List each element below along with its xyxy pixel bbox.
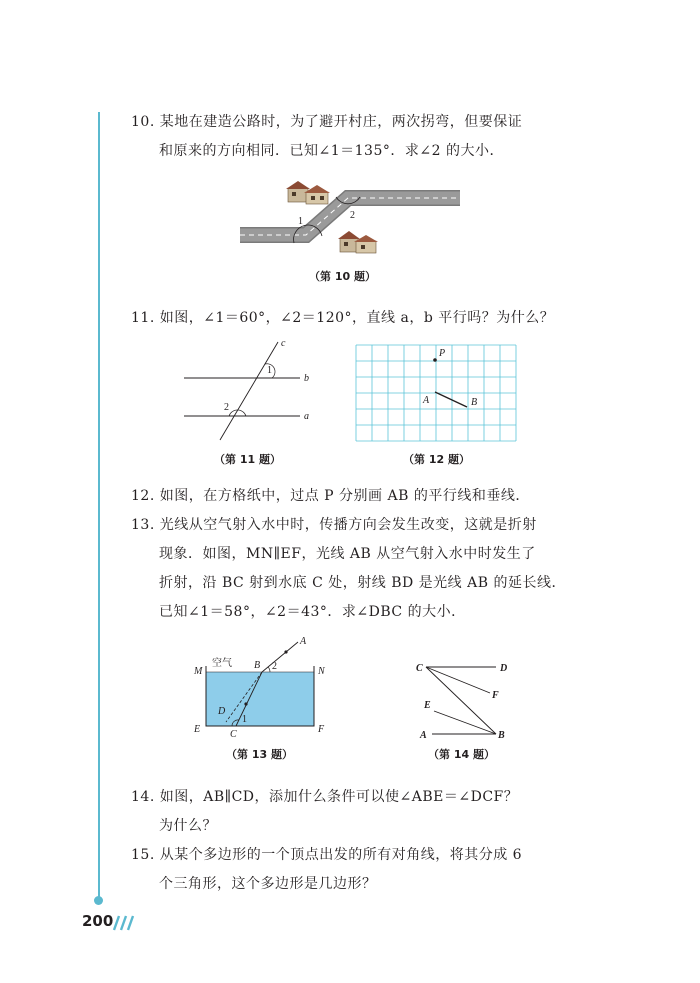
- fig13-angle-2: 2: [272, 661, 277, 672]
- fig13-water: [206, 672, 314, 726]
- fig13-label-e: E: [194, 724, 201, 735]
- problem-14-line-1: 14. 如图，AB∥CD，添加什么条件可以使∠ABE＝∠DCF？: [131, 789, 519, 805]
- problem-15-line-1: 15. 从某个多边形的一个顶点出发的所有对角线，将其分成 6: [131, 847, 523, 863]
- fig14-label-a: A: [420, 730, 427, 741]
- caption-fig-12: （第 12 题）: [403, 453, 470, 466]
- figure-12-grid: [355, 344, 517, 444]
- figure-14-lines: [412, 656, 524, 742]
- fig13-label-air: 空气: [212, 658, 232, 669]
- figure-10-road: [236, 180, 464, 260]
- problem-13-line-2: 现象．如图，MN∥EF，光线 AB 从空气射入水中时发生了: [159, 546, 536, 562]
- fig13-angle-1: 1: [242, 714, 247, 725]
- caption-fig-11: （第 11 题）: [214, 453, 281, 466]
- fig11-label-b: b: [304, 373, 309, 384]
- problem-15-line-2: 个三角形，这个多边形是几边形？: [159, 876, 377, 892]
- problem-13-line-1: 13. 光线从空气射入水中时，传播方向会发生改变，这就是折射: [131, 517, 537, 533]
- caption-fig-10: （第 10 题）: [309, 270, 376, 283]
- problem-11-line-1: 11. 如图，∠1＝60°，∠2＝120°，直线 a，b 平行吗？为什么？: [131, 310, 555, 326]
- fig14-label-d: D: [500, 663, 508, 674]
- fig11-angle-2: 2: [224, 402, 229, 413]
- fig11-label-a: a: [304, 411, 309, 422]
- fig14-label-c: C: [416, 663, 423, 674]
- problem-10-line-1: 10. 某地在建造公路时，为了避开村庄，两次拐弯，但要保证: [131, 114, 523, 130]
- fig12-point-p: [433, 358, 437, 362]
- fig13-label-d: D: [218, 706, 226, 717]
- fig12-segment-ab: [435, 392, 467, 407]
- fig14-label-e: E: [424, 700, 431, 711]
- margin-line: [98, 112, 100, 900]
- caption-fig-13: （第 13 题）: [226, 748, 293, 761]
- caption-fig-14: （第 14 题）: [428, 748, 495, 761]
- figure-13-refraction: [190, 634, 330, 742]
- fig13-label-n: N: [318, 666, 325, 677]
- fig12-label-p: P: [439, 348, 446, 359]
- fig13-label-f: F: [318, 724, 325, 735]
- fig14-label-b: B: [498, 730, 505, 741]
- fig13-label-b: B: [254, 660, 261, 671]
- fig14-label-f: F: [492, 690, 499, 701]
- fig12-label-b: B: [471, 397, 478, 408]
- figure-11-parallel-lines: [180, 336, 320, 446]
- problem-13-line-4: 已知∠1＝58°，∠2＝43°．求∠DBC 的大小．: [159, 604, 466, 620]
- fig11-label-c: c: [281, 338, 286, 349]
- house-icon-top: [286, 181, 330, 204]
- house-icon-bottom: [338, 231, 378, 253]
- fig12-label-a: A: [423, 395, 430, 406]
- fig11-angle-1: 1: [267, 365, 272, 376]
- fig10-angle-1: 1: [298, 216, 303, 227]
- fig13-label-c: C: [230, 729, 237, 740]
- page-number-slashes: [110, 915, 134, 931]
- fig13-label-m: M: [194, 666, 203, 677]
- problem-14-line-2: 为什么？: [159, 818, 217, 834]
- fig10-angle-2: 2: [350, 210, 355, 221]
- page-number: 200: [82, 912, 114, 930]
- problem-10-line-2: 和原来的方向相同．已知∠1＝135°．求∠2 的大小．: [159, 143, 504, 159]
- problem-12-line-1: 12. 如图，在方格纸中，过点 P 分别画 AB 的平行线和垂线．: [131, 488, 530, 504]
- margin-dot: [94, 896, 103, 905]
- problem-13-line-3: 折射，沿 BC 射到水底 C 处，射线 BD 是光线 AB 的延长线．: [159, 575, 566, 591]
- fig13-label-a: A: [300, 636, 307, 647]
